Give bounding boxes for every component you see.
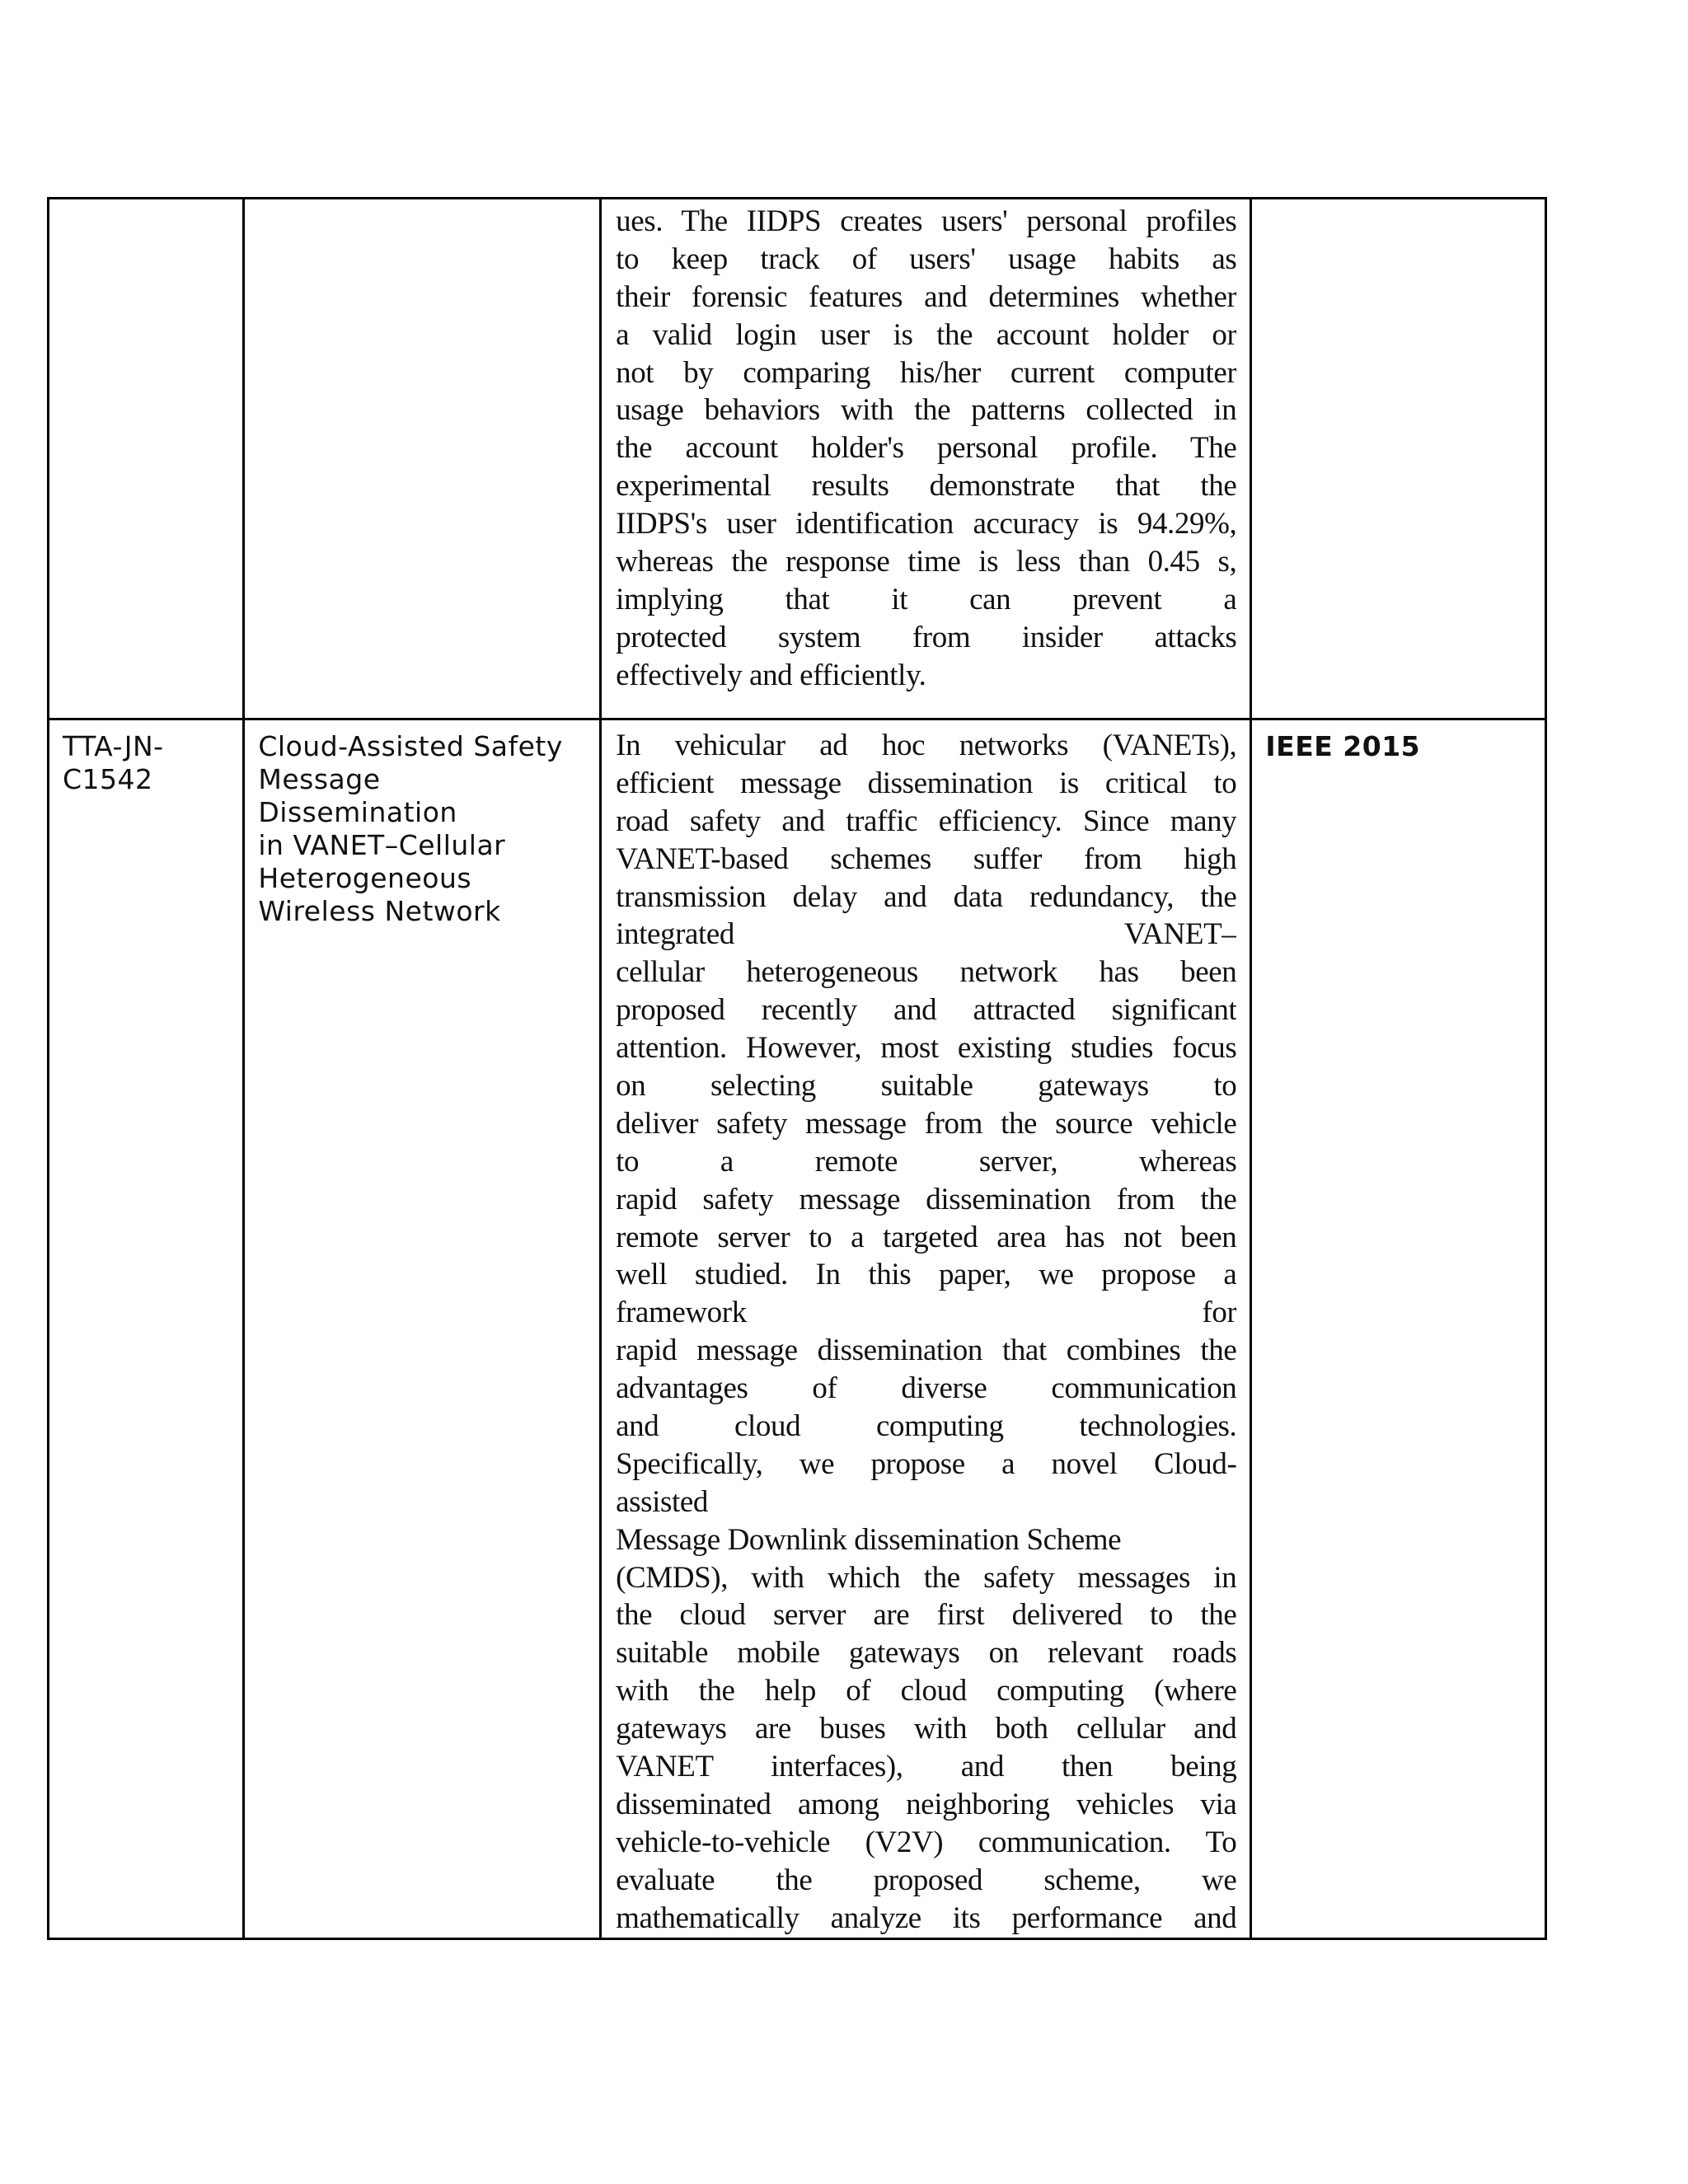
abstract-line: disseminated among neighboring vehicles via [616, 1787, 1237, 1821]
abstract-line: their forensic features and determines whether [616, 279, 1237, 314]
abstract-line: effectively and efficiently. [616, 658, 926, 692]
project-title-cell [244, 199, 601, 719]
abstract-line: proposed recently and attracted significant [616, 993, 1237, 1028]
publication-label: IEEE 2015 [1265, 730, 1421, 762]
abstract-line: protected system from insider attacks [616, 620, 1237, 654]
abstract-line: IIDPS's user identification accuracy is 94.29%, [616, 507, 1237, 541]
project-title [245, 720, 599, 928]
project-title-line: in VANET–Cellular [258, 829, 506, 861]
abstract-line: assisted [616, 1484, 708, 1519]
abstract-line: a valid login user is the account holder or [616, 317, 1237, 352]
abstract-line: with the help of cloud computing (where [616, 1674, 1237, 1708]
abstract-line: and cloud computing technologies. [616, 1409, 1237, 1444]
abstract-line: mathematically analyze its performance and [616, 1900, 1237, 1935]
abstract-line: Specifically, we propose a novel Cloud- [616, 1446, 1237, 1481]
abstract-text [602, 199, 1250, 695]
abstract-line: remote server to a targeted area has not been [616, 1220, 1237, 1254]
project-id-line: C1542 [63, 763, 153, 795]
abstract-line: integrated VANET– [616, 917, 1237, 952]
abstract-text [602, 720, 1250, 1938]
abstract-line: In vehicular ad hoc networks (VANETs), [616, 729, 1237, 762]
abstract-line: advantages of diverse communication [616, 1371, 1237, 1406]
table-row [49, 719, 1546, 1939]
project-title-line: Message Dissemination [258, 763, 457, 828]
project-title-cell [244, 719, 601, 1939]
abstract-line: VANET-based schemes suffer from high [616, 841, 1237, 876]
abstract-line: the cloud server are first delivered to the [616, 1598, 1237, 1633]
abstract-line: whereas the response time is less than 0.45 s, [616, 545, 1237, 579]
abstract-line: to keep track of users' usage habits as [616, 241, 1237, 276]
abstract-line: usage behaviors with the patterns collected in [616, 393, 1237, 428]
project-id-line: TTA-JN- [63, 730, 164, 762]
abstract-line: the account holder's personal profile. The [616, 431, 1237, 466]
abstract-line: rapid safety message dissemination from the [616, 1182, 1237, 1216]
abstract-line: evaluate the proposed scheme, we [616, 1863, 1237, 1897]
abstract-cell [601, 199, 1251, 719]
project-title-line: Wireless Network [258, 895, 501, 927]
abstract-line: experimental results demonstrate that the [616, 469, 1237, 504]
abstract-cell [601, 719, 1251, 1939]
abstract-line: cellular heterogeneous network has been [616, 955, 1237, 990]
project-id-cell [49, 199, 244, 719]
abstract-line: to a remote server, whereas [616, 1144, 1237, 1179]
publication-cell [1251, 199, 1546, 719]
abstract-line: attention. However, most existing studies focus [616, 1031, 1237, 1066]
project-title-line: Cloud-Assisted Safety [258, 730, 563, 762]
abstract-line: on selecting suitable gateways to [616, 1069, 1237, 1104]
abstract-line: framework for [616, 1296, 1237, 1330]
abstract-line: gateways are buses with both cellular and [616, 1712, 1237, 1746]
abstract-line: road safety and traffic efficiency. Since many [616, 804, 1237, 838]
abstract-line: ues. The IIDPS creates users' personal profiles [616, 204, 1237, 238]
abstract-line: implying that it can prevent a [616, 582, 1237, 616]
abstract-line: transmission delay and data redundancy, the [616, 879, 1237, 914]
table-row [49, 199, 1546, 719]
abstract-line: not by comparing his/her current computer [616, 355, 1237, 390]
project-title-line: Heterogeneous [258, 862, 472, 894]
abstract-line: (CMDS), with which the safety messages in [616, 1560, 1237, 1595]
abstract-line: VANET interfaces), and then being [616, 1750, 1237, 1784]
abstract-line: deliver safety message from the source vehicle [616, 1106, 1237, 1141]
project-id-cell [49, 719, 244, 1939]
project-table [47, 197, 1547, 1940]
abstract-line: rapid message dissemination that combines the [616, 1333, 1237, 1368]
project-id [49, 720, 242, 796]
abstract-line: well studied. In this paper, we propose a [616, 1258, 1237, 1292]
publication-cell [1251, 719, 1546, 1939]
abstract-line: suitable mobile gateways on relevant roads [616, 1636, 1237, 1671]
abstract-line: Message Downlink dissemination Scheme [616, 1522, 1122, 1557]
abstract-line: efficient message dissemination is critical to [616, 766, 1237, 800]
abstract-line: vehicle-to-vehicle (V2V) communication. To [616, 1825, 1237, 1859]
